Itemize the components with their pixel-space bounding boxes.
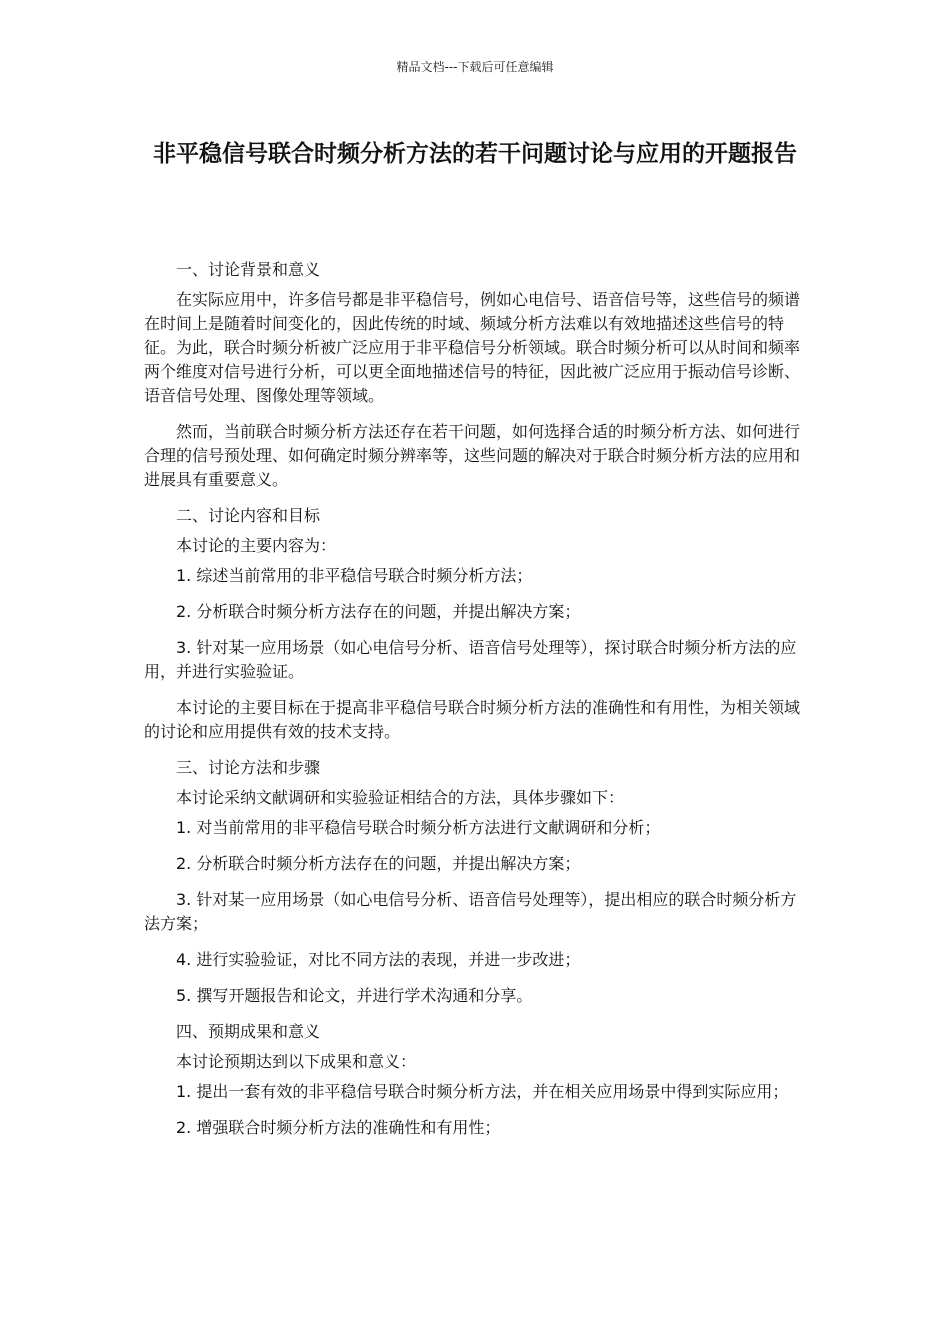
document-title: 非平稳信号联合时频分析方法的若干问题讨论与应用的开题报告	[153, 141, 797, 167]
paragraph: 1. 综述当前常用的非平稳信号联合时频分析方法；	[176, 566, 533, 585]
paragraph: 3. 针对某一应用场景（如心电信号分析、语音信号处理等），探讨联合时频分析方法的应用，并进行实验验证。	[144, 638, 797, 681]
paragraph: 2. 增强联合时频分析方法的准确性和有用性；	[176, 1118, 501, 1137]
paragraph: 1. 提出一套有效的非平稳信号联合时频分析方法，并在相关应用场景中得到实际应用；	[176, 1082, 789, 1101]
document-body	[144, 258, 808, 1140]
paragraph: 三、讨论方法和步骤	[176, 758, 321, 777]
paragraph: 1. 对当前常用的非平稳信号联合时频分析方法进行文献调研和分析；	[176, 818, 661, 837]
paragraph: 本讨论采纳文献调研和实验验证相结合的方法，具体步骤如下：	[176, 788, 625, 807]
paragraph: 2. 分析联合时频分析方法存在的问题，并提出解决方案；	[176, 602, 581, 621]
paragraph: 在实际应用中，许多信号都是非平稳信号，例如心电信号、语音信号等，这些信号的频谱在时间上是随着时间变化的，因此传统的时域、频域分析方法难以有效地描述这些信号的特征。为此，联合时频分析被广泛应用于非平稳信号分析领域。联合时频分析可以从时间和频率两个维度对信号进行分析，可以更全面地描述信号的特征，因此被广泛应用于振动信号诊断、语音信号处理、图像处理等领域。	[144, 290, 801, 405]
paragraph: 3. 针对某一应用场景（如心电信号分析、语音信号处理等），提出相应的联合时频分析方法方案；	[144, 890, 797, 933]
paragraph: 然而，当前联合时频分析方法还存在若干问题，如何选择合适的时频分析方法、如何进行合理的信号预处理、如何确定时频分辨率等，这些问题的解决对于联合时频分析方法的应用和进展具有重要意义。	[144, 422, 801, 489]
paragraph: 2. 分析联合时频分析方法存在的问题，并提出解决方案；	[176, 854, 581, 873]
paragraph: 本讨论的主要目标在于提高非平稳信号联合时频分析方法的准确性和有用性，为相关领域的讨论和应用提供有效的技术支持。	[144, 698, 801, 741]
paragraph: 二、讨论内容和目标	[176, 506, 321, 525]
paragraph: 4. 进行实验验证，对比不同方法的表现，并进一步改进；	[176, 950, 581, 969]
paragraph: 本讨论预期达到以下成果和意义：	[176, 1052, 417, 1071]
paragraph: 一、讨论背景和意义	[176, 260, 321, 279]
paragraph: 5. 撰写开题报告和论文，并进行学术沟通和分享。	[176, 986, 533, 1005]
paragraph: 四、预期成果和意义	[176, 1022, 321, 1041]
paragraph: 本讨论的主要内容为：	[176, 536, 337, 555]
page-header-note: 精品文档---下载后可任意编辑	[396, 60, 554, 74]
